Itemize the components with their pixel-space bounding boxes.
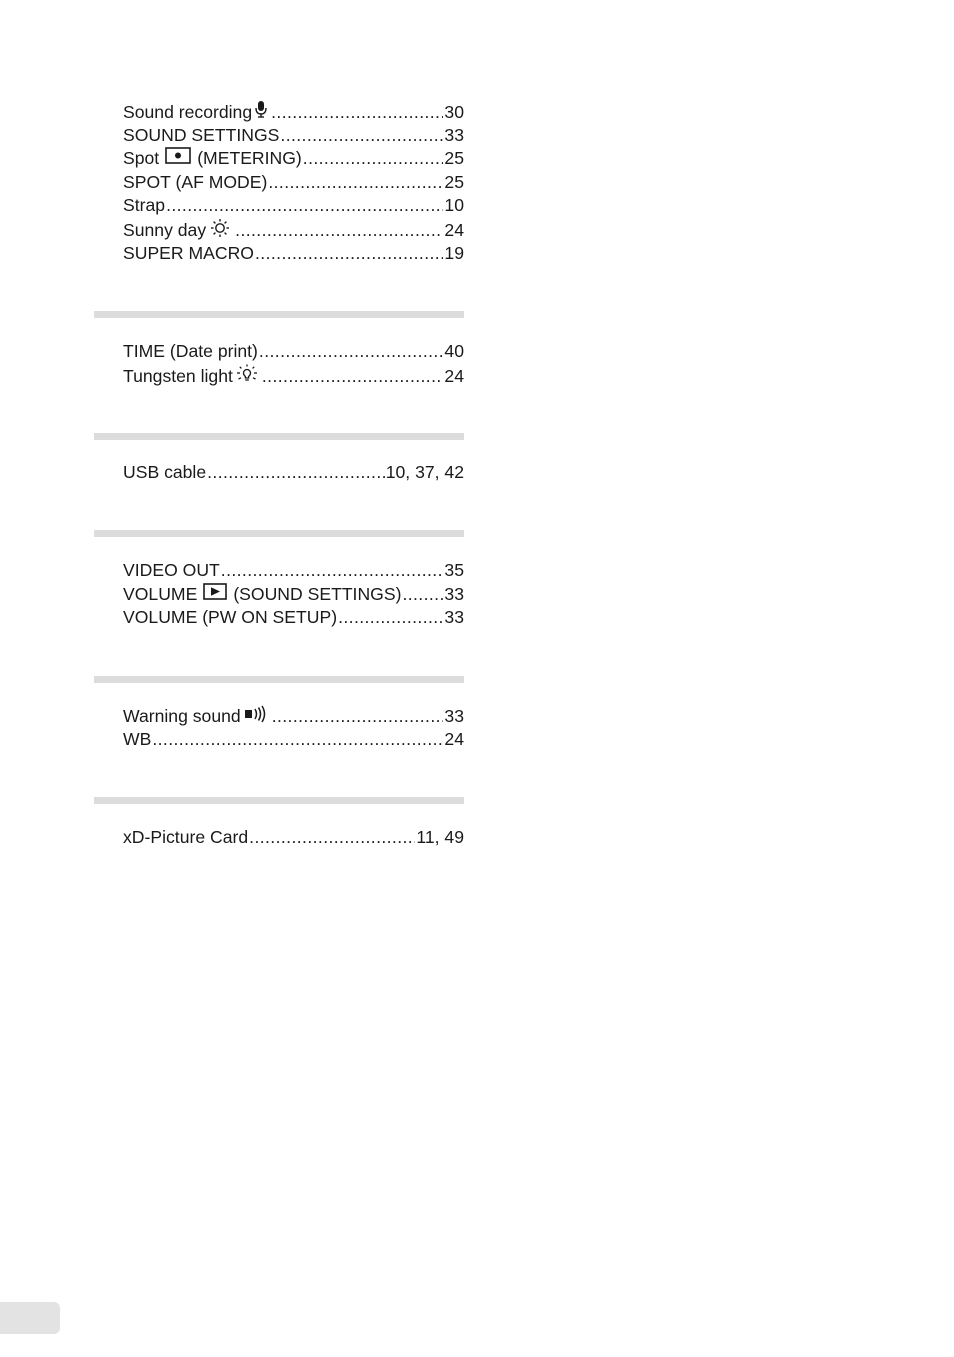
index-entry[interactable] [123, 728, 464, 752]
playback-icon [203, 583, 227, 607]
index-group-v [94, 559, 464, 630]
entry-term: SPOT (AF MODE) [123, 171, 268, 192]
microphone-icon [255, 100, 267, 125]
leader-dots [271, 101, 443, 125]
entry-term: xD-Picture Card [123, 826, 249, 847]
index-entry[interactable] [123, 218, 464, 242]
index-entry[interactable] [123, 559, 464, 583]
leader-dots [152, 728, 443, 752]
index-group-w [94, 705, 464, 752]
section-divider-w [94, 676, 464, 683]
index-entry[interactable] [123, 124, 464, 148]
entry-term: Strap [123, 195, 166, 216]
entry-pages: 24 [444, 729, 464, 750]
entry-pages: 10, 37, 42 [385, 462, 464, 483]
index-entry[interactable] [123, 242, 464, 266]
index-group-u [94, 461, 464, 485]
entry-pages: 33 [444, 124, 464, 145]
section-divider-t [94, 311, 464, 318]
leader-dots [338, 606, 443, 630]
entry-term: Warning sound [123, 705, 271, 730]
entry-term: WB [123, 729, 152, 750]
index-entry[interactable] [123, 194, 464, 218]
leader-dots [303, 147, 444, 171]
index-entry[interactable] [123, 583, 464, 607]
tungsten-bulb-icon [236, 364, 258, 391]
entry-pages: 40 [444, 341, 464, 362]
speaker-sound-icon [244, 705, 268, 730]
entry-term: Sunny day [123, 218, 234, 245]
leader-dots [259, 340, 444, 364]
leader-dots [207, 461, 385, 485]
entry-term: VIDEO OUT [123, 559, 220, 580]
leader-dots [166, 194, 443, 218]
entry-term: Tungsten light [123, 364, 261, 391]
index-entry[interactable] [123, 364, 464, 388]
leader-dots [268, 171, 443, 195]
index-entry[interactable] [123, 147, 464, 171]
leader-dots [402, 583, 443, 607]
spot-metering-icon [165, 147, 191, 171]
entry-term: SUPER MACRO [123, 242, 254, 263]
entry-pages: 33 [444, 607, 464, 628]
index-entry[interactable] [123, 340, 464, 364]
index-group-x [94, 826, 464, 850]
leader-dots [221, 559, 444, 583]
entry-pages: 24 [444, 220, 464, 241]
index-column [94, 98, 464, 850]
entry-pages: 10 [444, 195, 464, 216]
leader-dots [272, 705, 444, 729]
entry-term: SOUND SETTINGS [123, 124, 280, 145]
index-entry[interactable] [123, 606, 464, 630]
section-divider-v [94, 530, 464, 537]
entry-term: USB cable [123, 462, 207, 483]
entry-pages: 33 [444, 706, 464, 727]
index-entry[interactable] [123, 100, 464, 124]
entry-term: Spot (METERING) [123, 147, 302, 171]
entry-pages: 33 [444, 583, 464, 604]
index-entry[interactable] [123, 826, 464, 850]
sun-icon [209, 218, 231, 245]
entry-pages: 30 [444, 101, 464, 122]
index-group-s [94, 100, 464, 265]
entry-pages: 11, 49 [416, 826, 464, 847]
index-entry[interactable] [123, 705, 464, 729]
entry-pages: 24 [444, 366, 464, 387]
index-group-t [94, 340, 464, 387]
entry-term: Sound recording [123, 100, 270, 125]
entry-pages: 35 [444, 559, 464, 580]
leader-dots [235, 219, 443, 243]
section-divider-x [94, 797, 464, 804]
page-number-tab [0, 1302, 60, 1334]
entry-term: VOLUME (SOUND SETTINGS) [123, 583, 401, 607]
index-entry[interactable] [123, 171, 464, 195]
leader-dots [249, 826, 415, 850]
entry-pages: 25 [444, 148, 464, 169]
entry-term: TIME (Date print) [123, 341, 258, 362]
section-divider-u [94, 433, 464, 440]
leader-dots [262, 365, 444, 389]
entry-pages: 19 [444, 242, 464, 263]
leader-dots [280, 124, 443, 148]
entry-pages: 25 [444, 171, 464, 192]
entry-term: VOLUME (PW ON SETUP) [123, 607, 338, 628]
index-entry[interactable] [123, 461, 464, 485]
leader-dots [255, 242, 443, 266]
